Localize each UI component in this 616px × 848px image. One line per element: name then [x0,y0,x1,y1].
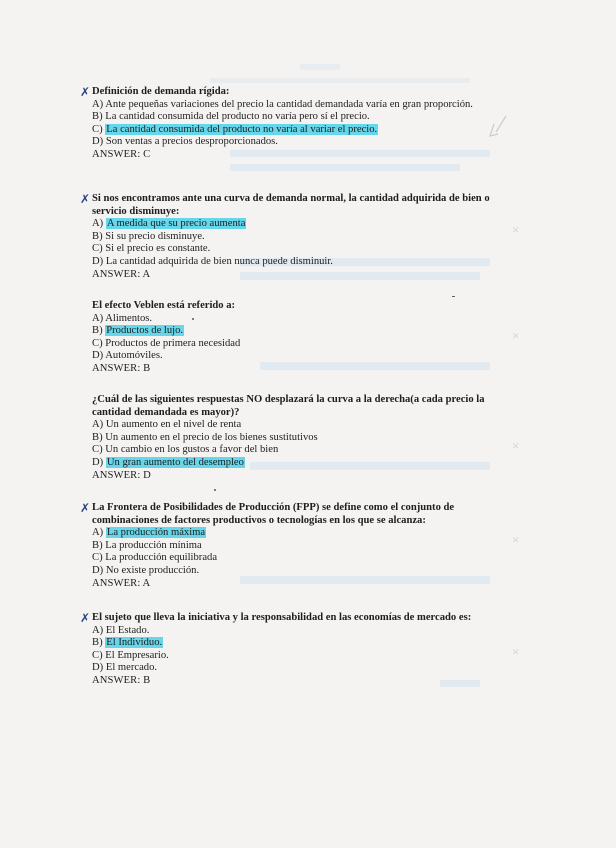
option-a: A) Ante pequeñas variaciones del precio la cantidad demandada varía en gran proporción. [92,98,473,110]
option-a: A) El Estado. [92,624,150,636]
highlighted-answer: Un gran aumento del desempleo [106,456,244,468]
option-d: D) Automóviles. [92,350,163,362]
highlighted-answer: Productos de lujo. [106,325,184,337]
question-5 [80,501,512,590]
option-c: C) El Empresario. [92,649,169,661]
question-6-title: ✗ El sujeto que lleva la iniciativa y la responsabilidad en las economías de mercado es: [80,611,472,625]
option-b: B) La producción mínima [92,539,202,551]
highlighted-answer: La cantidad consumida del producto no varía al variar el precio. [106,123,378,135]
ink-speck [192,318,194,320]
question-3 [92,300,512,376]
check-mark-icon: ✗ [80,501,91,515]
option-b: B) Si su precio disminuye. [92,230,205,242]
scanned-page: × × × × × ✗ Definición de demanda rígida: A) Ante pequeñas variaciones del precio la cantidad demandada varía en gran proporción. B) La cantidad consumida del producto no varía pero sí el precio. C) La cantidad consumida del producto no varía al variar el precio. D) Son ventas a precios desproporcionados. ANSWER: C ✗ Si nos encontramos ante una curva de demanda normal, la cantidad adquirida de bien o servicio disminuye: A) A medida que su precio aumenta B) Si su precio disminuye. C) Si el precio es constante. D) La cantidad adquirida de bien nunca puede disminuir. ANSWER: A El efecto Veblen está referido a: A) Alimentos. B) Productos de lujo. C) Productos de primera necesidad D) Automóviles. ANSWER: B ¿Cuál de las siguientes respuestas NO desplazará la curva a la derecha(a cada precio la cantidad demandada es mayor)? A) Un aumento en el nivel de renta B) Un aumento en el precio de los bienes sustitutivos C) Un cambio en los gustos a favor del bien D) Un gran aumento del desempleo ANSWER: D ✗ La Frontera de Posibilidades de Producción (FPP) se define como el conjunto de combinaciones de factores productivos o tecnologías en los que se alcanza: A) La producción máxima B) La producción mínima C) La producción equilibrada D) No existe producción. ANSWER: A ✗ El sujeto que lleva la iniciativa y la responsabilidad en las economías de mercado es: A) El Estado. B) El Individuo. C) El Empresario. D) El mercado. ANSWER: B [0,0,616,848]
ink-speck [452,296,455,297]
option-d: D) El mercado. [92,662,158,674]
ink-speck [214,489,216,491]
option-c: C) Un cambio en los gustos a favor del bien [92,444,279,456]
check-mark-icon: ✗ [80,85,91,99]
option-d: D) La cantidad adquirida de bien nunca puede disminuir. [92,255,333,267]
option-a: A) La producción máxima [92,527,206,539]
option-d: D) Son ventas a precios desproporcionados. [92,136,278,148]
option-b: B) La cantidad consumida del producto no varía pero sí el precio. [92,111,370,123]
option-d: D) No existe producción. [92,564,200,576]
option-a: A) Un aumento en el nivel de renta [92,419,242,431]
highlighted-answer: La producción máxima [106,527,206,539]
question-1-title: ✗ Definición de demanda rígida: [80,85,230,99]
option-d: D) Un gran aumento del desempleo [92,456,244,468]
option-c: C) La producción equilibrada [92,552,218,564]
question-2 [80,192,512,281]
option-c: C) La cantidad consumida del producto no varía al variar el precio. [92,123,378,135]
question-5-title: ✗ La Frontera de Posibilidades de Producción (FPP) se define como el conjunto de combinaciones de factores productivos o tecnologías en los que se alcanza: [80,501,455,526]
question-1 [80,85,512,162]
question-4-title: ¿Cuál de las siguientes respuestas NO desplazará la curva a la derecha(a cada precio la cantidad demandada es mayor)? [92,394,485,418]
question-2-title: ✗ Si nos encontramos ante una curva de demanda normal, la cantidad adquirida de bien o servicio disminuye: [80,192,490,217]
answer-key: ANSWER: C [92,148,151,160]
highlighted-answer: A medida que su precio aumenta [106,218,246,230]
option-a: A) A medida que su precio aumenta [92,218,246,230]
check-mark-icon: ✗ [80,192,91,206]
answer-key: ANSWER: D [92,469,151,481]
question-3-title: El efecto Veblen está referido a: [92,300,236,311]
answer-key: ANSWER: B [92,362,151,374]
option-b: B) Un aumento en el precio de los bienes sustitutivos [92,431,318,443]
answer-key: ANSWER: A [92,268,151,280]
option-c: C) Si el precio es constante. [92,243,211,255]
answer-key: ANSWER: A [92,577,151,589]
option-c: C) Productos de primera necesidad [92,337,241,349]
answer-key: ANSWER: B [92,674,151,686]
question-4 [92,394,512,482]
check-mark-icon: ✗ [80,611,91,625]
option-a: A) Alimentos. [92,312,153,324]
option-b: B) Productos de lujo. [92,325,184,337]
highlighted-answer: El Individuo. [106,637,163,649]
option-b: B) El Individuo. [92,637,163,649]
question-6 [80,611,512,688]
